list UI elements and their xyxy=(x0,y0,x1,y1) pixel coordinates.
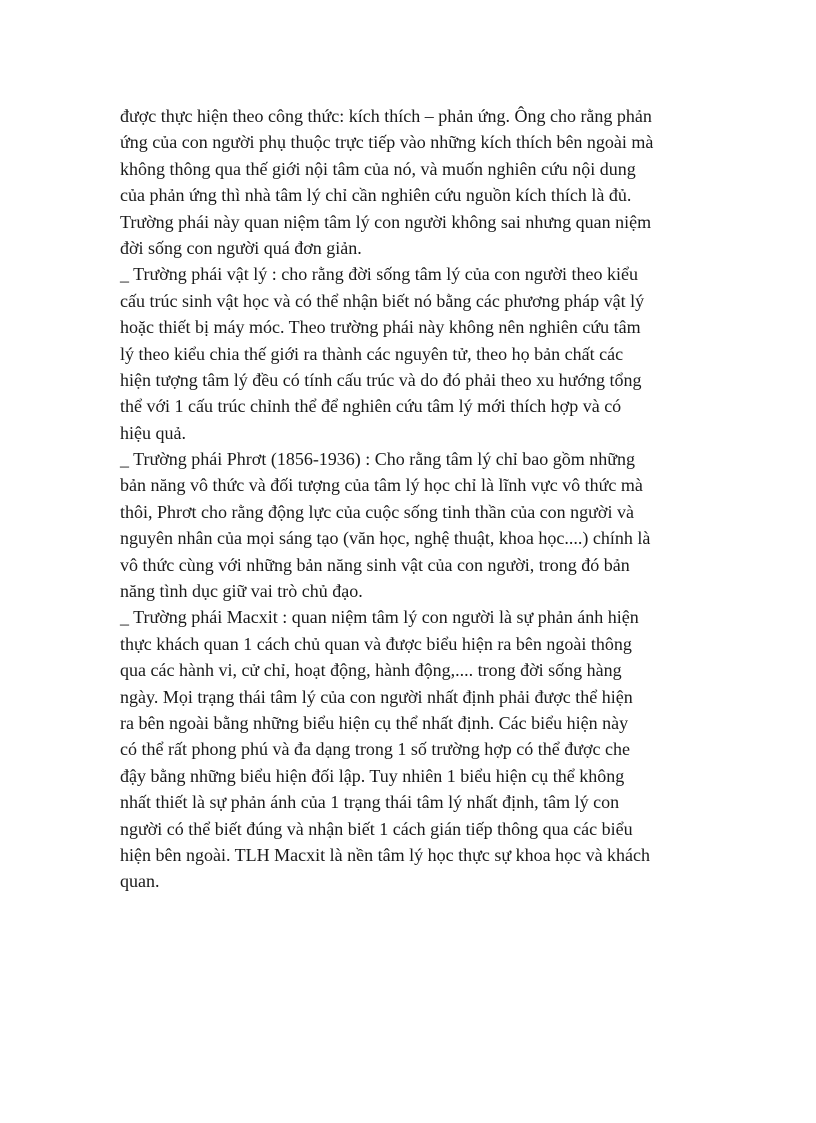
text-line: người có thể biết đúng và nhận biết 1 cách gián tiếp thông qua các biểu xyxy=(120,818,633,839)
text-line: được thực hiện theo công thức: kích thích – phản ứng. Ông cho rằng phản xyxy=(120,106,652,126)
text-line: nhất thiết là sự phản ánh của 1 trạng thái tâm lý nhất định, tâm lý con xyxy=(120,792,620,813)
text-line: thể với 1 cấu trúc chỉnh thể để nghiên cứu tâm lý mới thích hợp và có xyxy=(120,396,622,417)
text-line: nguyên nhân của mọi sáng tạo (văn học, nghệ thuật, khoa học....) chính là xyxy=(120,528,651,549)
text-line: lý theo kiểu chia thế giới ra thành các nguyên tử, theo họ bản chất các xyxy=(120,343,624,364)
text-line: không thông qua thế giới nội tâm của nó, và muốn nghiên cứu nội dung xyxy=(120,158,636,179)
text-line: có thể rất phong phú và đa dạng trong 1 số trường hợp có thể được che xyxy=(120,739,630,760)
text-line: ra bên ngoài bằng những biểu hiện cụ thể nhất định. Các biểu hiện này xyxy=(120,712,629,733)
text-line: đậy bằng những biểu hiện đối lập. Tuy nhiên 1 biểu hiện cụ thể không xyxy=(120,765,625,786)
text-line: đời sống con người quá đơn giản. xyxy=(120,237,362,258)
text-line: hiện bên ngoài. TLH Macxit là nền tâm lý học thực sự khoa học và khách xyxy=(120,844,651,865)
text-line: hiệu quả. xyxy=(120,422,186,443)
text-line: thực khách quan 1 cách chủ quan và được biểu hiện ra bên ngoài thông xyxy=(120,633,632,654)
text-line: hiện tượng tâm lý đều có tính cấu trúc và do đó phải theo xu hướng tổng xyxy=(120,369,642,390)
text-line: cấu trúc sinh vật học và có thể nhận biết nó bằng các phương pháp vật lý xyxy=(120,290,645,311)
text-line: Trường phái này quan niệm tâm lý con người không sai nhưng quan niệm xyxy=(120,211,652,232)
text-line: _ Trường phái Phrơt (1856-1936) : Cho rằng tâm lý chỉ bao gồm những xyxy=(120,449,636,470)
body-text xyxy=(120,103,710,895)
text-line: bản năng vô thức và đối tượng của tâm lý học chỉ là lĩnh vực vô thức mà xyxy=(120,475,643,496)
text-line: vô thức cùng với những bản năng sinh vật của con người, trong đó bản xyxy=(120,554,630,575)
text-line: ứng của con người phụ thuộc trực tiếp vào những kích thích bên ngoài mà xyxy=(120,132,654,153)
text-line: ngày. Mọi trạng thái tâm lý của con người nhất định phải được thể hiện xyxy=(120,686,633,707)
text-line: _ Trường phái Macxit : quan niệm tâm lý con người là sự phản ánh hiện xyxy=(120,607,639,628)
text-line: quan. xyxy=(120,871,160,892)
text-line: qua các hành vi, cử chỉ, hoạt động, hành động,.... trong đời sống hàng xyxy=(120,660,622,681)
text-line: hoặc thiết bị máy móc. Theo trường phái này không nên nghiên cứu tâm xyxy=(120,317,641,338)
text-line: _ Trường phái vật lý : cho rằng đời sống tâm lý của con người theo kiểu xyxy=(120,264,639,285)
text-line: của phản ứng thì nhà tâm lý chỉ cần nghiên cứu nguồn kích thích là đủ. xyxy=(120,185,632,206)
text-line: năng tình dục giữ vai trò chủ đạo. xyxy=(120,581,363,602)
text-line: thôi, Phrơt cho rằng động lực của cuộc sống tinh thần của con người và xyxy=(120,501,634,522)
